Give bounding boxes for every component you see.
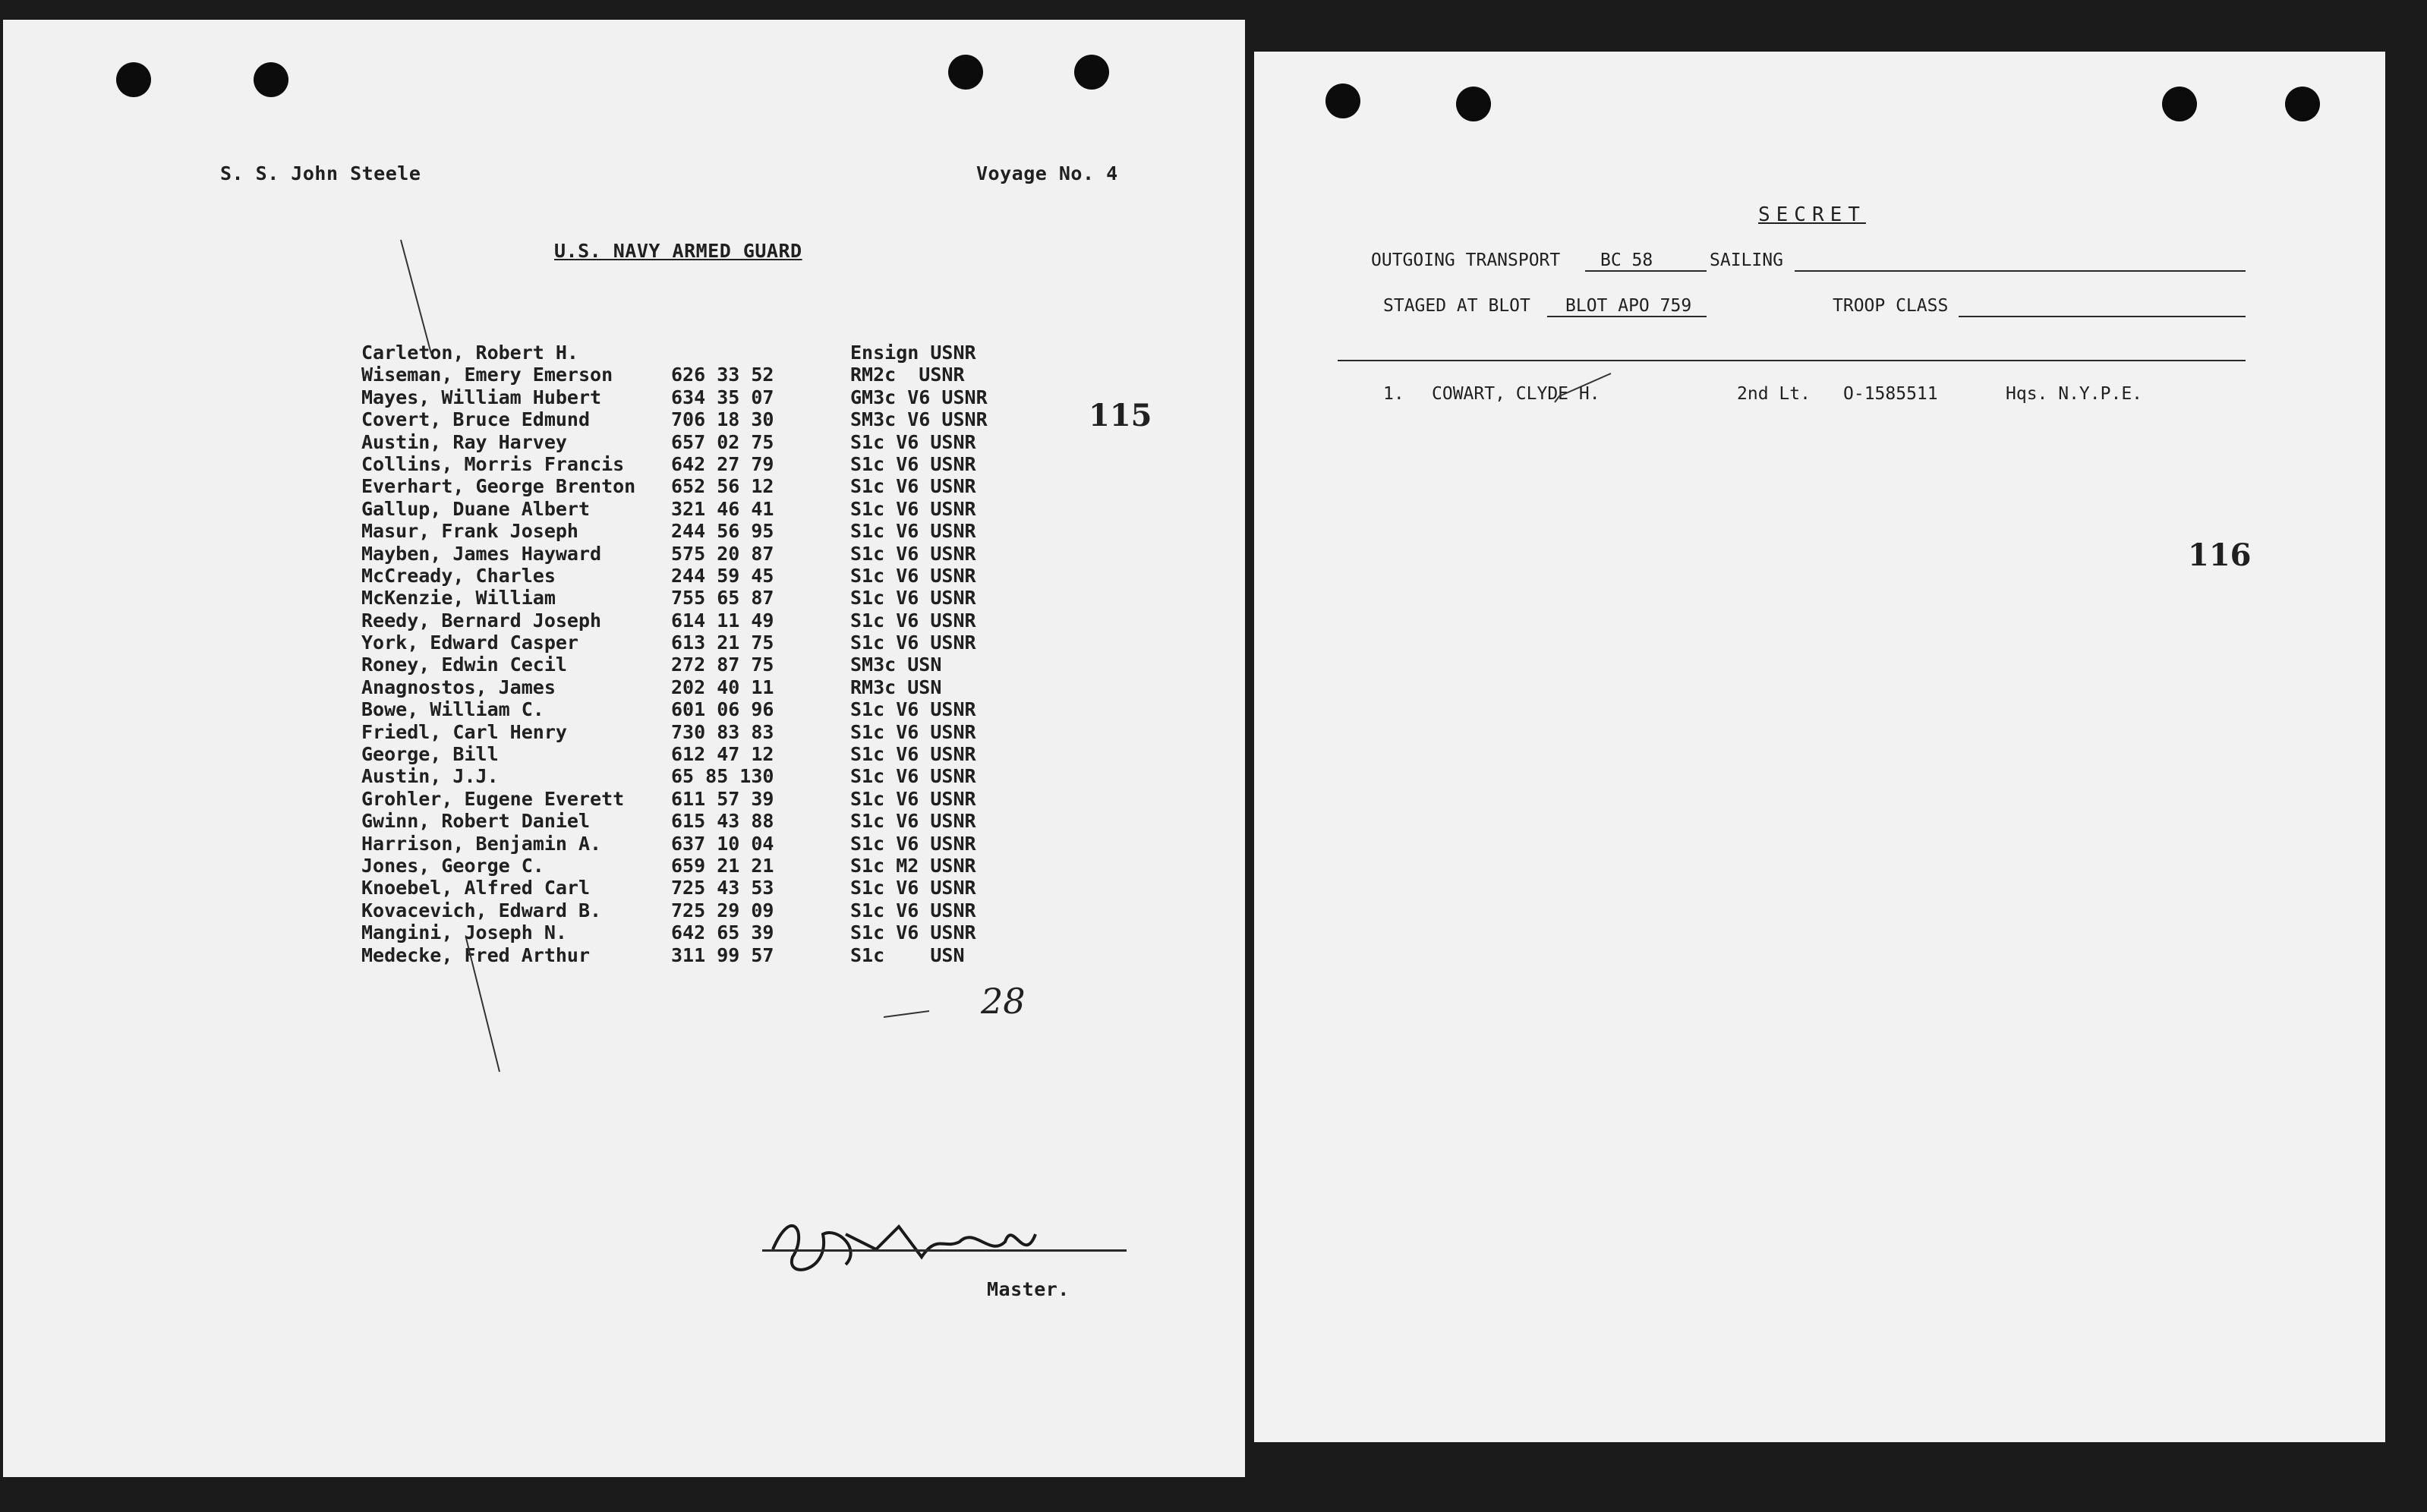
crew-name: Knoebel, Alfred Carl bbox=[361, 877, 591, 899]
service-number: 321 46 41 bbox=[671, 497, 774, 520]
signature-title: Master. bbox=[987, 1278, 1070, 1300]
crew-name: York, Edward Casper bbox=[361, 632, 578, 654]
signature-line bbox=[762, 1249, 1127, 1252]
rating-branch: SM3c V6 USNR bbox=[850, 408, 988, 431]
service-number: 613 21 75 bbox=[671, 632, 774, 654]
crew-name: Wiseman, Emery Emerson bbox=[361, 364, 613, 386]
service-number: 706 18 30 bbox=[671, 408, 774, 431]
voyage-number: Voyage No. 4 bbox=[976, 162, 1118, 184]
entry-serial: O-1585511 bbox=[1843, 384, 1938, 404]
service-number: 244 59 45 bbox=[671, 564, 774, 587]
service-number: 725 43 53 bbox=[671, 877, 774, 899]
service-number: 272 87 75 bbox=[671, 654, 774, 676]
service-number: 642 65 39 bbox=[671, 921, 774, 944]
crew-name: Anagnostos, James bbox=[361, 676, 556, 698]
rating-branch: S1c V6 USNR bbox=[850, 832, 976, 855]
rating-branch: S1c V6 USNR bbox=[850, 564, 976, 587]
service-number: 244 56 95 bbox=[671, 520, 774, 543]
rating-branch: S1c V6 USNR bbox=[850, 765, 976, 788]
rating-branch: S1c V6 USNR bbox=[850, 698, 976, 721]
crew-name: Mayben, James Hayward bbox=[361, 542, 602, 565]
crew-name: Covert, Bruce Edmund bbox=[361, 408, 591, 431]
crew-name: Jones, George C. bbox=[361, 854, 544, 877]
crew-name: McKenzie, William bbox=[361, 587, 556, 610]
rating-branch: S1c V6 USNR bbox=[850, 497, 976, 520]
crew-name: McCready, Charles bbox=[361, 564, 556, 587]
service-number: 657 02 75 bbox=[671, 430, 774, 453]
service-number: 730 83 83 bbox=[671, 720, 774, 743]
rating-branch: S1c V6 USNR bbox=[850, 743, 976, 766]
troop-class-label: TROOP CLASS bbox=[1833, 296, 1949, 316]
handwritten-total: 28 bbox=[981, 981, 1026, 1022]
pencil-check-mark bbox=[1254, 52, 2385, 1442]
crew-name: Kovacevich, Edward B. bbox=[361, 899, 602, 921]
crew-name: Austin, J.J. bbox=[361, 765, 499, 788]
right-document-page bbox=[1254, 52, 2385, 1442]
service-number: 612 47 12 bbox=[671, 743, 774, 766]
service-number: 652 56 12 bbox=[671, 475, 774, 498]
rating-branch: S1c V6 USNR bbox=[850, 587, 976, 610]
crew-name: Mangini, Joseph N. bbox=[361, 921, 567, 944]
rating-branch: S1c USN bbox=[850, 943, 965, 966]
crew-name: Carleton, Robert H. bbox=[361, 342, 578, 364]
crew-name: Harrison, Benjamin A. bbox=[361, 832, 602, 855]
crew-name: Mayes, William Hubert bbox=[361, 386, 602, 408]
service-number: 634 35 07 bbox=[671, 386, 774, 408]
staged-label: STAGED AT BLOT bbox=[1383, 296, 1530, 316]
crew-name: Reedy, Bernard Joseph bbox=[361, 609, 602, 632]
service-number: 65 85 130 bbox=[671, 765, 774, 788]
service-number: 614 11 49 bbox=[671, 609, 774, 632]
crew-name: Roney, Edwin Cecil bbox=[361, 654, 567, 676]
crew-name: Masur, Frank Joseph bbox=[361, 520, 578, 543]
crew-name: Friedl, Carl Henry bbox=[361, 720, 567, 743]
rating-branch: Ensign USNR bbox=[850, 342, 976, 364]
service-number: 611 57 39 bbox=[671, 787, 774, 810]
service-number: 615 43 88 bbox=[671, 810, 774, 833]
crew-name: Grohler, Eugene Everett bbox=[361, 787, 625, 810]
rating-branch: S1c V6 USNR bbox=[850, 632, 976, 654]
signature-image bbox=[3, 20, 1245, 1477]
rating-branch: GM3c V6 USNR bbox=[850, 386, 988, 408]
page-number: 116 bbox=[2188, 537, 2252, 573]
service-number: 575 20 87 bbox=[671, 542, 774, 565]
rating-branch: S1c V6 USNR bbox=[850, 430, 976, 453]
service-number: 637 10 04 bbox=[671, 832, 774, 855]
service-number: 755 65 87 bbox=[671, 587, 774, 610]
outgoing-transport-label: OUTGOING TRANSPORT bbox=[1371, 250, 1561, 270]
service-number: 642 27 79 bbox=[671, 452, 774, 475]
rating-branch: S1c M2 USNR bbox=[850, 854, 976, 877]
rating-branch: S1c V6 USNR bbox=[850, 877, 976, 899]
entry-rank: 2nd Lt. bbox=[1737, 384, 1811, 404]
service-number: 659 21 21 bbox=[671, 854, 774, 877]
rating-branch: S1c V6 USNR bbox=[850, 452, 976, 475]
vessel-name: S. S. John Steele bbox=[220, 162, 421, 184]
crew-name: Austin, Ray Harvey bbox=[361, 430, 567, 453]
rating-branch: S1c V6 USNR bbox=[850, 899, 976, 921]
entry-unit: Hqs. N.Y.P.E. bbox=[2006, 384, 2143, 404]
service-number: 626 33 52 bbox=[671, 364, 774, 386]
crew-name: Gwinn, Robert Daniel bbox=[361, 810, 591, 833]
roster-heading: U.S. NAVY ARMED GUARD bbox=[554, 240, 802, 262]
service-number: 202 40 11 bbox=[671, 676, 774, 698]
entry-index: 1. bbox=[1383, 384, 1404, 404]
page-number: 115 bbox=[1089, 398, 1152, 433]
service-number: 601 06 96 bbox=[671, 698, 774, 721]
rating-branch: S1c V6 USNR bbox=[850, 542, 976, 565]
crew-name: Gallup, Duane Albert bbox=[361, 497, 591, 520]
crew-name: George, Bill bbox=[361, 743, 499, 766]
service-number: 311 99 57 bbox=[671, 943, 774, 966]
crew-name: Bowe, William C. bbox=[361, 698, 544, 721]
rating-branch: S1c V6 USNR bbox=[850, 787, 976, 810]
staged-value: BLOT APO 759 bbox=[1565, 296, 1692, 316]
rating-branch: RM2c USNR bbox=[850, 364, 965, 386]
rating-branch: S1c V6 USNR bbox=[850, 921, 976, 944]
rating-branch: S1c V6 USNR bbox=[850, 810, 976, 833]
crew-name: Everhart, George Brenton bbox=[361, 475, 636, 498]
crew-name: Collins, Morris Francis bbox=[361, 452, 625, 475]
crew-name: Medecke, Fred Arthur bbox=[361, 943, 591, 966]
left-document-page bbox=[3, 20, 1245, 1477]
service-number: 725 29 09 bbox=[671, 899, 774, 921]
classification-marking: SECRET bbox=[1758, 203, 1866, 226]
outgoing-transport-value: BC 58 bbox=[1600, 250, 1653, 270]
rating-branch: S1c V6 USNR bbox=[850, 475, 976, 498]
rating-branch: RM3c USN bbox=[850, 676, 942, 698]
rating-branch: SM3c USN bbox=[850, 654, 942, 676]
sailing-label: SAILING bbox=[1710, 250, 1783, 270]
rating-branch: S1c V6 USNR bbox=[850, 609, 976, 632]
rating-branch: S1c V6 USNR bbox=[850, 720, 976, 743]
entry-name: COWART, CLYDE H. bbox=[1432, 384, 1600, 404]
rating-branch: S1c V6 USNR bbox=[850, 520, 976, 543]
